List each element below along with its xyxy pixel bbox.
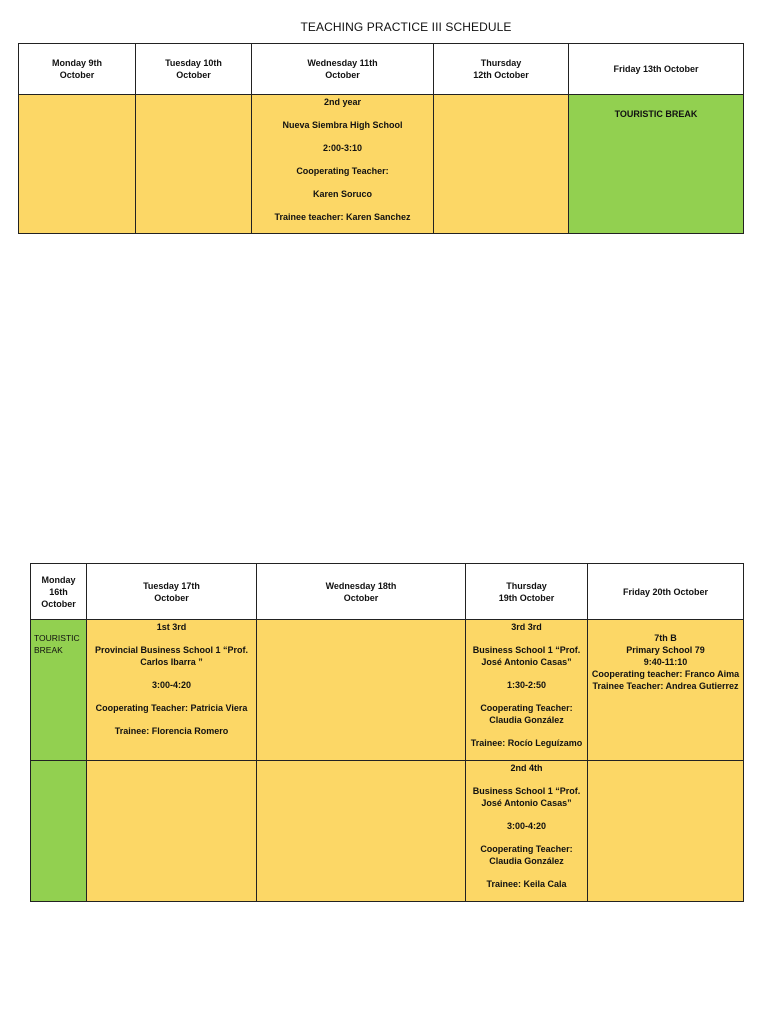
week2-schedule-table (30, 563, 744, 902)
touristic-break-note: TOURISTIC BREAK (34, 633, 80, 655)
week2-header-wednesday: Wednesday 18th October (257, 564, 466, 620)
week2-tuesday-cell (87, 620, 257, 761)
page-title: TEACHING PRACTICE III SCHEDULE (300, 20, 512, 34)
week1-monday-cell (19, 95, 136, 234)
week1-header-tuesday: Tuesday 10th October (136, 44, 252, 95)
week1-header-thursday: Thursday 12th October (434, 44, 569, 95)
cooperating-teacher: Cooperating Teacher: Patricia Viera (95, 703, 248, 713)
week2-friday-cell-2 (588, 761, 744, 902)
week2-tuesday-cell-2 (87, 761, 257, 902)
cooperating-teacher: Cooperating Teacher: Claudia González (480, 703, 573, 725)
week1-thursday-cell (434, 95, 569, 234)
class-time: 3:00-4:20 (506, 821, 547, 831)
class-time: 9:40-11:10 (643, 657, 688, 667)
cooperating-teacher: Cooperating Teacher: Claudia González (480, 844, 573, 866)
week2-wednesday-cell-2 (257, 761, 466, 902)
trainee-teacher: Trainee: Florencia Romero (114, 726, 229, 736)
class-group: 7th B (654, 633, 677, 643)
week1-header-row (19, 44, 744, 95)
cooperating-teacher: Cooperating teacher: Franco Aima (591, 669, 740, 679)
trainee-teacher: Trainee: Keila Cala (486, 879, 567, 889)
class-group: 1st 3rd (156, 622, 187, 632)
week2-header-row (31, 564, 744, 620)
class-time: 2:00-3:10 (322, 143, 363, 153)
week1-friday-cell (569, 95, 744, 234)
cooperating-teacher-label: Cooperating Teacher: (296, 166, 389, 176)
trainee-teacher: Trainee Teacher: Andrea Gutierrez (592, 681, 739, 691)
week1-body-row (19, 95, 744, 234)
school-name: Nueva Siembra High School (282, 120, 403, 130)
week2-monday-cell-2 (31, 761, 87, 902)
class-group: 3rd 3rd (511, 622, 542, 632)
week2-thursday-cell-2 (466, 761, 588, 902)
touristic-break-note: TOURISTIC BREAK (614, 109, 698, 119)
week1-tuesday-cell (136, 95, 252, 234)
school-name: Provincial Business School 1 “Prof. Carlos Ibarra ” (94, 645, 249, 667)
week1-header-friday: Friday 13th October (569, 44, 744, 95)
class-time: 3:00-4:20 (151, 680, 192, 690)
week2-header-tuesday: Tuesday 17th October (87, 564, 257, 620)
school-name: Business School 1 “Prof. José Antonio Casas” (472, 645, 581, 667)
week2-wednesday-cell (257, 620, 466, 761)
class-group: 2nd 4th (510, 763, 543, 773)
week2-header-thursday: Thursday 19th October (466, 564, 588, 620)
class-time: 1:30-2:50 (506, 680, 547, 690)
week2-header-monday: Monday 16th October (31, 564, 87, 620)
week2-header-friday: Friday 20th October (588, 564, 744, 620)
week2-thursday-cell-1 (466, 620, 588, 761)
week1-header-monday: Monday 9th October (19, 44, 136, 95)
class-group: 2nd year (323, 97, 362, 107)
school-name: Primary School 79 (626, 645, 705, 655)
trainee-teacher: Trainee: Rocío Leguízamo (470, 738, 583, 748)
week1-header-wednesday: Wednesday 11th October (252, 44, 434, 95)
week1-schedule-table (18, 43, 744, 234)
week2-body-row-2 (31, 761, 744, 902)
school-name: Business School 1 “Prof. José Antonio Casas” (472, 786, 581, 808)
week2-body-row-1 (31, 620, 744, 761)
week2-friday-cell (588, 620, 744, 761)
trainee-teacher: Trainee teacher: Karen Sanchez (274, 212, 411, 222)
week2-monday-cell (31, 620, 87, 761)
cooperating-teacher-name: Karen Soruco (312, 189, 372, 199)
week1-wednesday-cell (252, 95, 434, 234)
